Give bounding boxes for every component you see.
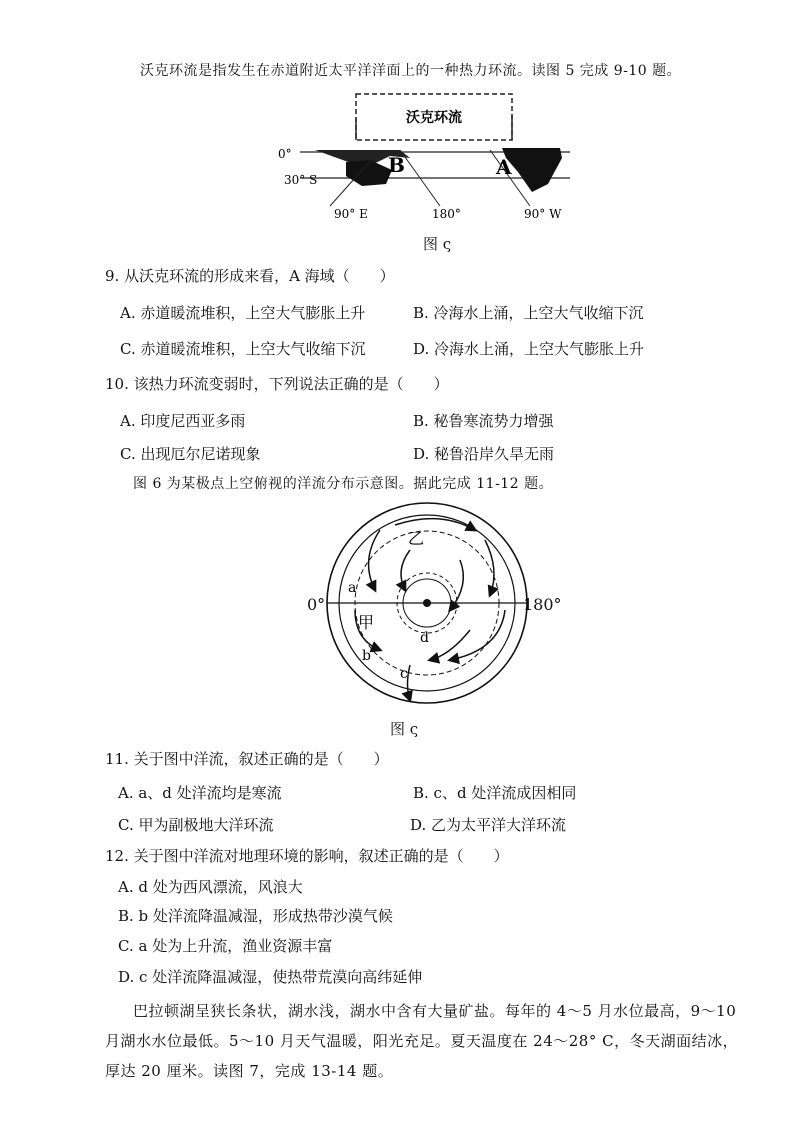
q10-stem: 10. 该热力环流变弱时，下列说法正确的是（ ）: [105, 375, 449, 393]
point-a-label: A: [496, 155, 512, 179]
label-d: d: [420, 630, 429, 646]
q12-stem: 12. 关于图中洋流对地理环境的影响，叙述正确的是（ ）: [105, 847, 509, 865]
current-arrow-5: [401, 550, 410, 590]
q12-option-a: A. d 处为西风漂流，风浪大: [118, 878, 303, 896]
current-arrow-3: [485, 540, 494, 595]
lon-90w-label: 90° W: [524, 207, 562, 221]
q11-option-b: B. c、d 处洋流成因相同: [413, 784, 577, 802]
fig5-caption: 图 ς: [423, 235, 452, 253]
current-arrow-8: [430, 630, 470, 660]
q9-stem: 9. 从沃克环流的形成来看，A 海域（ ）: [105, 267, 395, 285]
current-arrow-2: [395, 519, 475, 530]
intro-fig6: 图 6 为某极点上空俯视的洋流分布示意图。据此完成 11-12 题。: [133, 476, 554, 492]
q12-option-b: B. b 处洋流降温减湿，形成热带沙漠气候: [118, 907, 393, 925]
point-b-label: B: [388, 153, 405, 177]
label-yi: 乙: [408, 529, 425, 548]
q10-option-b: B. 秘鲁寒流势力增强: [413, 412, 554, 430]
q9-option-a: A. 赤道暖流堆积，上空大气膨胀上升: [120, 304, 366, 322]
lat-30s-label: 30° S: [284, 173, 318, 187]
intro-fig7-line1: 巴拉顿湖呈狭长条状，湖水浅，湖水中含有大量矿盐。每年的 4～5 月水位最高，9～10: [133, 1002, 737, 1020]
current-arrow-7: [450, 610, 505, 660]
current-arrow-1: [369, 530, 380, 590]
q9-option-b: B. 冷海水上涌，上空大气收缩下沉: [413, 304, 644, 322]
q10-option-c: C. 出现厄尔尼诺现象: [120, 445, 261, 463]
australia-landmass: [346, 160, 392, 186]
label-c: c: [400, 666, 408, 682]
q11-option-c: C. 甲为副极地大洋环流: [118, 816, 274, 834]
lon-180-label: 180°: [432, 207, 461, 221]
walker-box-label: 沃克环流: [406, 110, 462, 126]
q9-option-d: D. 冷海水上涌，上空大气膨胀上升: [413, 340, 645, 358]
q11-option-d: D. 乙为太平洋大洋环流: [410, 816, 567, 834]
current-arrow-9: [408, 665, 411, 700]
label-a: a: [348, 580, 357, 596]
q10-option-d: D. 秘鲁沿岸久旱无雨: [413, 445, 555, 463]
q12-option-d: D. c 处洋流降温减湿，使热带荒漠向高纬延伸: [118, 968, 423, 986]
walker-circulation-figure: [270, 88, 590, 228]
q11-stem: 11. 关于图中洋流，叙述正确的是（ ）: [105, 750, 389, 768]
intro-fig7-line2: 月湖水水位最低。5～10 月天气温暖，阳光充足。夏天温度在 24～28° C，冬天湖面结冰，: [105, 1032, 739, 1050]
lon-90e-label: 90° E: [334, 207, 368, 221]
intro-fig5: 沃克环流是指发生在赤道附近太平洋洋面上的一种热力环流。读图 5 完成 9-10 题。: [140, 63, 682, 79]
q12-option-c: C. a 处为上升流，渔业资源丰富: [118, 937, 333, 955]
deg-0-label: 0°: [307, 595, 326, 614]
q9-option-c: C. 赤道暖流堆积，上空大气收缩下沉: [120, 340, 366, 358]
label-b: b: [362, 648, 371, 664]
label-jia: 甲: [358, 613, 375, 632]
q10-option-a: A. 印度尼西亚多雨: [120, 412, 246, 430]
fig6-caption: 图 ς: [390, 720, 419, 738]
polar-currents-figure: [300, 500, 560, 710]
deg-180-label: 180°: [523, 595, 562, 614]
lat-0-label: 0°: [278, 147, 292, 161]
intro-fig7-line3: 厚达 20 厘米。读图 7，完成 13-14 题。: [105, 1062, 394, 1080]
q11-option-a: A. a、d 处洋流均是寒流: [118, 784, 282, 802]
